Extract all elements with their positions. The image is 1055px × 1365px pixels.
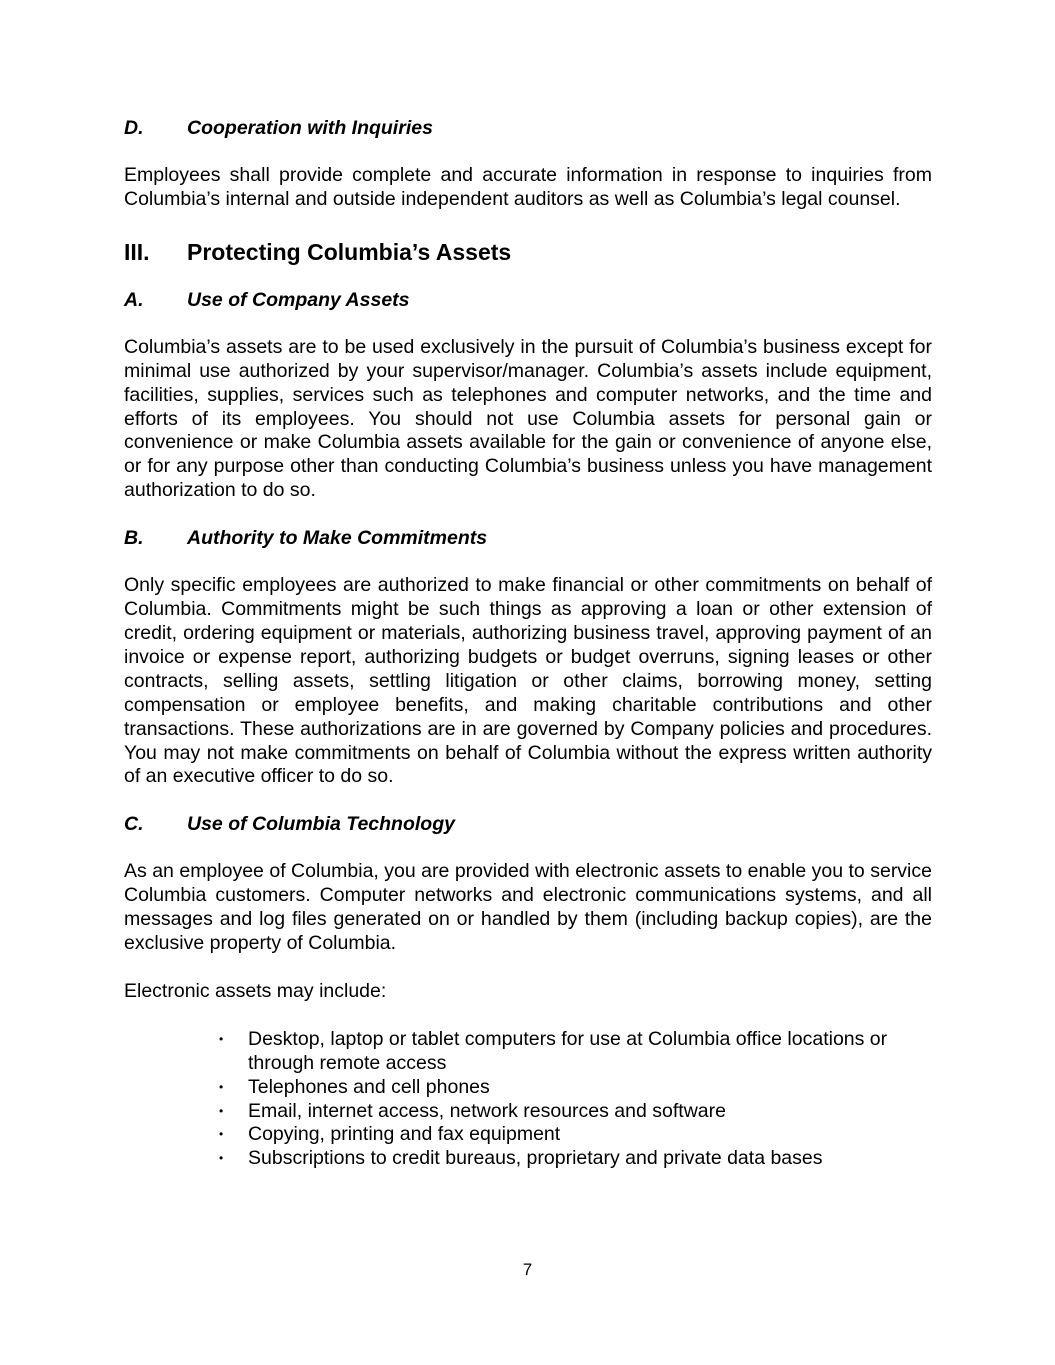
- section-d-number: D.: [124, 117, 144, 139]
- list-item-text: Subscriptions to credit bureaus, proprietary and private data bases: [248, 1147, 823, 1170]
- list-item: [219, 1076, 932, 1100]
- section-a-number: A.: [124, 288, 144, 311]
- electronic-assets-list: [124, 1028, 932, 1171]
- section-a-paragraph: Columbia’s assets are to be used exclusively in the pursuit of Columbia’s business except for minimal use authorized by your supervisor/manager. Columbia’s assets include equipment, facilities, supplies, services such as telephones and computer networks, and the time and efforts of its employees. You should not use Columbia assets for personal gain or convenience or make Columbia assets available for the gain or convenience of anyone else, or for any purpose other than conducting Columbia’s business unless you have management authorization to do so.: [124, 335, 932, 502]
- section-c-title: Use of Columbia Technology: [187, 813, 455, 836]
- section-c-paragraph: As an employee of Columbia, you are provided with electronic assets to enable you to service Columbia customers. Computer networks and electronic communications systems, and all messages and log files generated on or handled by them (including backup copies), are the exclusive property of Columbia.: [124, 860, 932, 955]
- section-b-paragraph: Only specific employees are authorized to make financial or other commitments on behalf of Columbia. Commitments might be such things as approving a loan or other extension of credit, ordering equipment or materials, authorizing business travel, approving payment of an invoice or expense report, authorizing budgets or budget overruns, signing leases or other contracts, selling assets, settling litigation or other claims, borrowing money, setting compensation or employee benefits, and making charitable contributions and other transactions. These authorizations are in are governed by Company policies and procedures. You may not make commitments on behalf of Columbia without the express written authority of an executive officer to do so.: [124, 574, 932, 788]
- list-item: [219, 1028, 932, 1076]
- bullet-icon: •: [219, 1127, 224, 1142]
- list-item: [219, 1100, 932, 1124]
- section-a-heading: [124, 288, 932, 312]
- list-item: [219, 1123, 932, 1147]
- list-item: [219, 1147, 932, 1171]
- section-iii-number: III.: [124, 238, 150, 265]
- section-iii-heading: [124, 238, 932, 266]
- page-number: 7: [522, 1260, 533, 1279]
- section-d-heading: [124, 116, 932, 140]
- section-d-paragraph: Employees shall provide complete and accurate information in response to inquiries from Columbia’s internal and outside independent auditors as well as Columbia’s legal counsel.: [124, 164, 932, 210]
- bullet-icon: •: [219, 1151, 224, 1166]
- bullet-icon: •: [219, 1031, 224, 1046]
- bullet-icon: •: [219, 1103, 224, 1118]
- document-page: [124, 116, 932, 1171]
- section-c-number: C.: [124, 813, 144, 836]
- list-item-text: Telephones and cell phones: [248, 1075, 490, 1098]
- section-a-title: Use of Company Assets: [187, 288, 410, 311]
- electronic-assets-intro: Electronic assets may include:: [124, 979, 387, 1002]
- section-b-number: B.: [124, 527, 144, 550]
- section-d-title: Cooperation with Inquiries: [187, 117, 433, 139]
- section-b-title: Authority to Make Commitments: [187, 527, 488, 550]
- list-item-text: Email, internet access, network resources and software: [248, 1099, 726, 1122]
- section-b-heading: [124, 526, 932, 550]
- section-c-heading: [124, 812, 932, 836]
- section-iii-title: Protecting Columbia’s Assets: [187, 238, 512, 265]
- list-item-text: Desktop, laptop or tablet computers for use at Columbia office locations or through remote access: [248, 1027, 888, 1074]
- bullet-icon: •: [219, 1079, 224, 1094]
- list-item-text: Copying, printing and fax equipment: [248, 1123, 561, 1146]
